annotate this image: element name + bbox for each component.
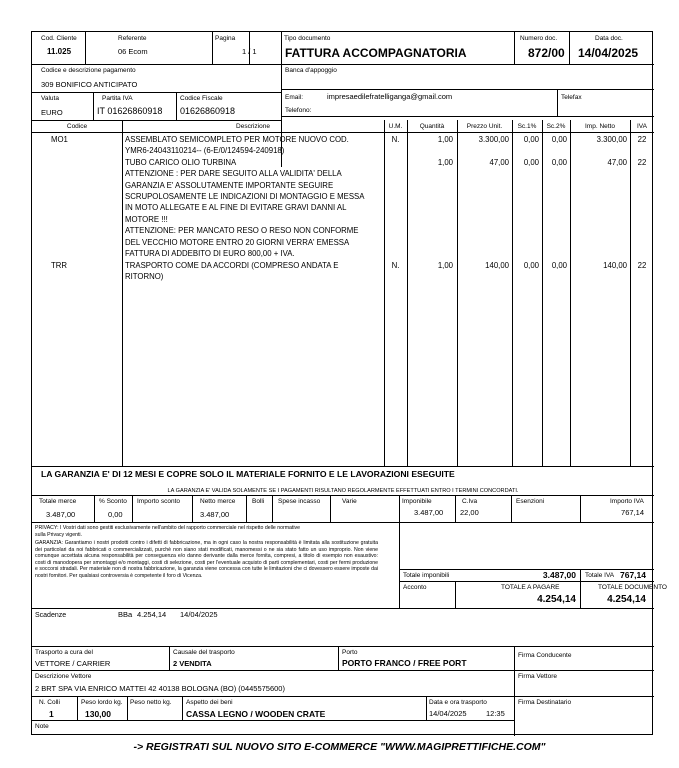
totale-imponibili-label: Totale imponibili (403, 572, 450, 579)
pagina: 1 / 1 (242, 47, 257, 56)
col-header-sc1: Sc.1% (517, 123, 537, 130)
row-9-desc: DEL VECCHIO MOTORE ENTRO 20 GIORNI VERRA' EMESSA (125, 237, 350, 247)
row-2-qta: 1,00 (437, 157, 453, 167)
row-0-desc: ASSEMBLATO SEMICOMPLETO PER MOTORE NUOVO COD. (125, 135, 349, 144)
acconto-label: Acconto (403, 584, 427, 591)
row-0-codice: MO1 (51, 135, 68, 144)
privacy-line-2: sulla Privacy vigenti. (35, 531, 82, 538)
trasporto: VETTORE / CARRIER (35, 659, 111, 668)
totale-merce-label: Totale merce (39, 498, 77, 505)
row-0-um: N. (391, 135, 400, 144)
numero-documento: 872/00 (528, 46, 565, 60)
col-header-sc2: Sc.2% (546, 123, 566, 130)
scadenza-data: 14/04/2025 (180, 610, 218, 619)
row-11-desc: TRASPORTO COME DA ACCORDI (COMPRESO ANDATA E (125, 261, 339, 270)
scadenze-label: Scadenze (35, 612, 67, 619)
colli-label: N. Colli (39, 699, 60, 706)
pagamento-label: Codice e descrizione pagamento (41, 67, 136, 74)
importo-sconto-label: Importo sconto (137, 498, 180, 505)
trasporto-label: Trasporto a cura del (35, 649, 93, 656)
row-7-desc: MOTORE !!! (125, 214, 168, 224)
cod-cliente: 11.025 (47, 47, 72, 56)
valuta: EURO (41, 108, 63, 117)
row-0-netto: 3.300,00 (596, 135, 627, 144)
civa: 22,00 (460, 508, 479, 517)
col-header-um: U.M. (388, 123, 403, 130)
imponibile: 3.487,00 (414, 508, 444, 517)
valuta-label: Valuta (41, 95, 59, 102)
banca-label: Banca d'appoggio (285, 67, 337, 74)
peso-lordo: 130,00 (85, 709, 111, 719)
totale-documento-label: TOTALE DOCUMENTO (598, 584, 667, 591)
totale-iva-label: Totale IVA (585, 572, 615, 579)
row-2-iva: 22 (637, 157, 647, 167)
email: impresaedilefratelliganga@gmail.com (327, 92, 453, 101)
netto-merce: 3.487,00 (200, 510, 230, 519)
esenzioni-label: Esenzioni (516, 498, 545, 505)
row-0-iva: 22 (637, 135, 647, 144)
cf-label: Codice Fiscale (180, 95, 223, 102)
col-header-codice: Codice (66, 123, 88, 130)
spese-incasso-label: Spese incasso (278, 498, 321, 505)
totale-merce: 3.487,00 (46, 510, 76, 519)
row-5-desc: SCRUPOLOSAMENTE LE INDICAZIONI DI MONTAGGIO E MESSA (125, 192, 365, 201)
totale-iva: 767,14 (620, 570, 646, 580)
row-11-sc1: 0,00 (523, 261, 539, 270)
causale-label: Causale del trasporto (173, 649, 235, 656)
row-1-desc: YMR6-24043110214-- (6-E/0/124594-240918) (125, 146, 285, 156)
row-11-codice: TRR (51, 261, 68, 270)
row-11-um: N. (391, 261, 400, 270)
porto-label: Porto (342, 649, 358, 656)
row-10-desc: FATTURA DI ADDEBITO DI EURO 800,00 + IVA. (125, 249, 295, 258)
email-label: Email: (285, 94, 304, 101)
totale-pagare: 4.254,14 (537, 594, 576, 605)
firma-conducente-label: Firma Conducente (518, 652, 572, 659)
totale-pagare-label: TOTALE A PAGARE (501, 584, 560, 591)
firma-vettore-label: Firma Vettore (518, 673, 558, 680)
row-8-desc: ATTENZIONE: PER MANCATO RESO O RESO NON CONFORME (125, 226, 359, 236)
col-header-quantita: Quantità (419, 123, 445, 130)
row-11-iva: 22 (637, 261, 647, 270)
row-6-desc: IN MOTO ALLEGATE E AL FINE DI EVITARE GRAVI DANNI AL (125, 203, 347, 213)
firma-destinatario-label: Firma Destinatario (518, 699, 572, 706)
col-header-iva: IVA (637, 123, 647, 130)
riferimento-label: Referente (118, 35, 147, 42)
telefax-label: Telefax (561, 94, 582, 101)
netto-merce-label: Netto merce (200, 498, 236, 505)
telefono-label: Telefono: (285, 107, 312, 114)
row-11-netto: 140,00 (603, 261, 627, 270)
col-header-netto: Imp. Netto (585, 123, 615, 130)
sconto: 0,00 (108, 510, 123, 519)
data-trasporto: 14/04/2025 (429, 709, 467, 718)
row-0-prezzo: 3.300,00 (478, 135, 509, 144)
row-12-desc: RITORNO) (125, 272, 164, 282)
col-header-prezzo: Prezzo Unit. (466, 123, 503, 130)
row-11-prezzo: 140,00 (485, 261, 509, 270)
piva-label: Partita IVA (102, 95, 133, 102)
row-3-desc: ATTENZIONE : PER DARE SEGUITO ALLA VALIDITA' DELLA (125, 169, 342, 179)
privacy-line-1: PRIVACY: I Vostri dati sono gestiti esclusivamente nell'ambito del rapporto commerciale nel rispetto delle normative (35, 525, 301, 531)
ecommerce-banner: -> REGISTRATI SUL NUOVO SITO E-COMMERCE "WWW.MAGIPRETTIFICHE.COM" (133, 741, 546, 753)
pagina-label: Pagina (215, 35, 236, 42)
row-2-desc: TUBO CARICO OLIO TURBINA (125, 157, 237, 167)
totale-imponibili: 3.487,00 (542, 570, 576, 580)
causale: 2 VENDITA (173, 659, 212, 668)
row-0-sc2: 0,00 (551, 135, 567, 144)
bolli-label: Bolli (252, 498, 265, 505)
col-header-descrizione: Descrizione (236, 123, 270, 130)
row-11-sc2: 0,00 (551, 261, 567, 270)
aspetto: CASSA LEGNO / WOODEN CRATE (186, 709, 326, 719)
garanzia-text: GARANZIA: Garantiamo i nostri prodotti contro i difetti di fabbricazione, ma in ogni caso la nostra responsabilità è limitata alla sostituzione gratuita dei particolari da noi fabbricati o commercializzati, purchè non siano stati modificati, manomessi o ne sia stato fatto un uso improprio. Non viene comunque accettata alcuna responsabilità per conseguenza e/o danno derivante dalla merce fornita, compresi, a titolo di esempio non esaustivo: costi di manodopera per smontaggi e/o montaggi, costi di selezione, costi per l'eventuale acquisto di parti complementari, costi per fermi produzione e soccorsi stradali. Per materiale non di nostra fabbricazione, la garanzia viene concessa con tutte le limitazioni che ci dovessero essere imposte dai nostri fornitori. Per qualsiasi controversia è competente il foro di Vicenza. (35, 540, 378, 579)
invoice-page (31, 31, 667, 735)
garanzia-title: LA GARANZIA E' DI 12 MESI E COPRE SOLO IL MATERIALE FORNITO E LE LAVORAZIONI ESEGUITE (41, 469, 455, 479)
tipo-documento: FATTURA ACCOMPAGNATORIA (285, 46, 467, 60)
varie-label: Varie (342, 498, 357, 505)
importo-iva: 767,14 (621, 508, 644, 517)
vettore: 2 BRT SPA VIA ENRICO MATTEI 42 40138 BOLOGNA (BO) (0445575600) (35, 684, 285, 693)
data-trasporto-label: Data e ora trasporto (429, 699, 487, 706)
importo-iva-label: Importo IVA (610, 498, 644, 505)
row-2-sc2: 0,00 (551, 157, 567, 167)
codice-fiscale: 01626860918 (180, 106, 236, 116)
ora-trasporto: 12:35 (486, 709, 505, 718)
peso-lordo-label: Peso lordo kg. (81, 699, 123, 706)
row-2-netto: 47,00 (607, 157, 627, 167)
row-11-qta: 1,00 (437, 261, 453, 270)
scadenza-tipo: BBa (118, 610, 133, 619)
riferimento: 06 Ecom (118, 47, 148, 56)
row-2-sc1: 0,00 (523, 157, 539, 167)
aspetto-label: Aspetto dei beni (186, 699, 233, 706)
civa-label: C.Iva (462, 498, 478, 505)
piva: IT 01626860918 (97, 106, 163, 116)
data-label: Data doc. (595, 35, 623, 42)
garanzia-subtitle: LA GARANZIA E' VALIDA SOLAMENTE SE I PAGAMENTI RISULTANO REGOLARMENTE EFFETTUATI ENTRO I TERMINI CONCORDATI. (167, 488, 519, 494)
imponibile-label: Imponibile (402, 498, 432, 505)
note-label: Note (35, 723, 49, 730)
colli: 1 (49, 709, 54, 719)
peso-netto-label: Peso netto kg. (130, 699, 172, 706)
vettore-label: Descrizione Vettore (35, 673, 92, 680)
pagamento: 309 BONIFICO ANTICIPATO (41, 80, 138, 89)
totale-documento: 4.254,14 (607, 594, 646, 605)
porto: PORTO FRANCO / FREE PORT (342, 658, 467, 668)
row-2-prezzo: 47,00 (489, 157, 509, 167)
row-0-qta: 1,00 (437, 135, 453, 144)
numero-label: Numero doc. (520, 35, 558, 42)
sconto-label: % Sconto (99, 498, 127, 505)
scadenza-importo: 4.254,14 (137, 610, 167, 619)
cod-cliente-label: Cod. Cliente (41, 35, 77, 42)
row-0-sc1: 0,00 (523, 135, 539, 144)
data-documento: 14/04/2025 (578, 46, 639, 60)
row-4-desc: GARANZIA E' ASSOLUTAMENTE IMPORTANTE SEGUIRE (125, 180, 334, 190)
tipo-documento-label: Tipo documento (284, 35, 331, 42)
